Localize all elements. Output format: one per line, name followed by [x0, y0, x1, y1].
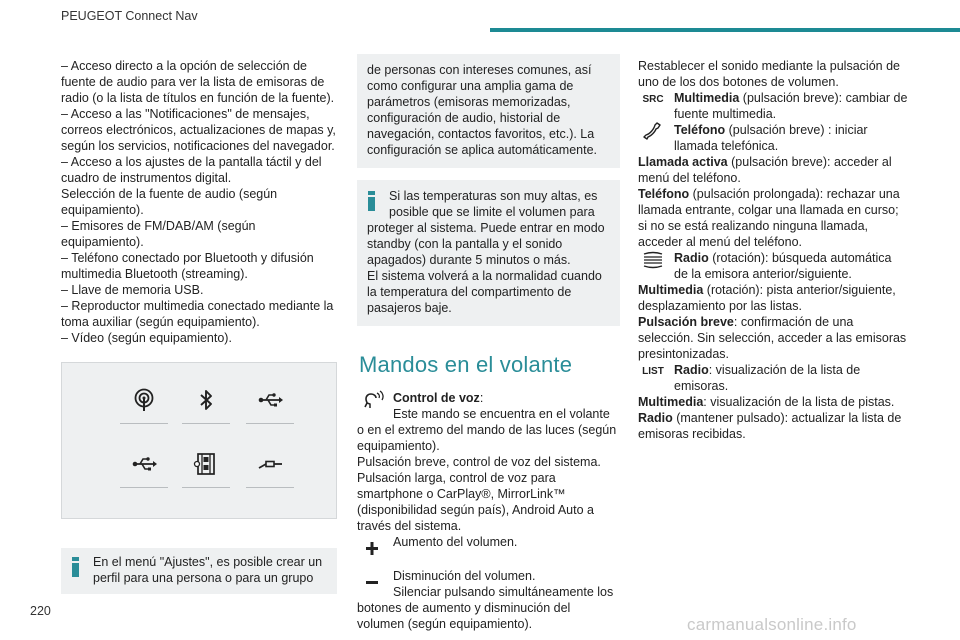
- src-label: Multimedia: [674, 91, 740, 105]
- profile-info-box-continued: [357, 54, 620, 168]
- profile-info-box: [61, 548, 337, 594]
- list-multimedia-text: : visualización de la lista de pistas.: [703, 395, 895, 409]
- src-button-icon: SRC: [642, 94, 664, 105]
- phone-long-label: Teléfono: [638, 187, 690, 201]
- list-button-icon: LIST: [642, 366, 664, 377]
- icon-divider: [120, 487, 168, 488]
- column-2: [357, 54, 620, 632]
- volume-up-row: [357, 534, 620, 552]
- radio-rotation-text: (rotación): búsqueda automática de la emisora anterior/siguiente.: [674, 251, 892, 281]
- phone-label: Teléfono: [674, 123, 726, 137]
- column-3: [638, 58, 908, 442]
- list-multimedia-label: Multimedia: [638, 395, 704, 409]
- audio-source-icon-panel: [61, 362, 337, 519]
- volume-down-text-2: Silenciar pulsando simultáneamente los: [393, 585, 614, 599]
- radio-rotation-row: [638, 250, 908, 282]
- icon-divider: [182, 487, 230, 488]
- list-row: [638, 362, 908, 394]
- src-row: [638, 90, 908, 122]
- multimedia-rotation-label: Multimedia: [638, 283, 704, 297]
- icon-divider: [120, 423, 168, 424]
- icon-divider: [246, 487, 294, 488]
- phone-row: [638, 122, 908, 154]
- volume-down-row: [357, 568, 620, 600]
- short-press-label: Pulsación breve: [638, 315, 734, 329]
- icon-divider: [182, 423, 230, 424]
- list-hold-label: Radio: [638, 411, 673, 425]
- page-number: 220: [30, 604, 51, 618]
- voice-control-row: Control de voz: Este mando se encuentra en el volante: [357, 390, 620, 422]
- volume-down-rest: botones de aumento y disminución del volumen (según equipamiento).: [357, 601, 571, 631]
- reset-sound-text: Restablecer el sonido mediante la pulsación de uno de los dos botones de volumen.: [638, 59, 900, 89]
- running-header-title: PEUGEOT Connect Nav: [61, 9, 198, 23]
- video-film-icon: [193, 451, 219, 477]
- audio-source-text: – Acceso directo a la opción de selección de fuente de audio para ver la lista de emisoras de radio (o la lista de títulos en función de la fuente). – Acceso a las "Notificaciones" de mensajes, correos electrónicos, actualizaciones de mapas y, según los servicios, notificaciones del navegador. – Acceso a los ajustes de la pantalla táctil y del cuadro de instrumentos digital. Selección de la fuente de audio (según equipamiento). – Emisores de FM/DAB/AM (según equipamiento). – Teléfono conectado por Bluetooth y difusión multimedia Bluetooth (streaming). – Llave de memoria USB. – Reproductor multimedia conectado mediante la toma auxiliar (según equipamiento). – Vídeo (según equipamiento).: [61, 59, 336, 345]
- phone-icon: [638, 122, 668, 142]
- watermark: carmanualsonline.info: [687, 615, 857, 634]
- minus-icon: [357, 572, 387, 592]
- plus-icon: [357, 538, 387, 558]
- list-radio-label: Radio: [674, 363, 709, 377]
- temperature-info-rest: proteger al sistema. Puede entrar en modo standby (con la pantalla y el sonido apagados) durante 5 minutos o más. El sistema volverá a la normalidad cuando la temperatura del compartimento de pasajeros baje.: [367, 221, 605, 315]
- bluetooth-icon: [193, 387, 219, 413]
- voice-control-line1: Este mando se encuentra en el volante: [393, 407, 610, 421]
- radio-rotation-label: Radio: [674, 251, 709, 265]
- aux-jack-icon: [257, 451, 283, 477]
- radio-antenna-icon: [131, 387, 157, 413]
- usb-icon: [257, 387, 283, 413]
- column-1: [61, 58, 339, 519]
- section-title: Mandos en el volante: [359, 352, 573, 377]
- info-icon: [71, 557, 80, 577]
- header-accent-bar: [490, 28, 960, 32]
- info-icon: [367, 191, 376, 211]
- icon-divider: [246, 423, 294, 424]
- active-call-text: (pulsación breve): acceder al menú del teléfono.: [638, 155, 892, 185]
- temperature-info-first: Si las temperaturas son muy altas, es posible que se limite el volumen para: [389, 189, 598, 219]
- profile-info-text: En el menú "Ajustes", es posible crear un perfil para una persona o para un grupo: [93, 555, 323, 585]
- list-hold-text: (mantener pulsado): actualizar la lista de emisoras recibidas.: [638, 411, 902, 441]
- volume-up-text: Aumento del volumen.: [393, 535, 518, 549]
- voice-control-rest: o en el extremo del mando de las luces (según equipamiento). Pulsación breve, control de voz del sistema. Pulsación larga, control de voz para smartphone o CarPlay®, MirrorLink™ (disponibilidad según país), Android Auto a través del sistema.: [357, 423, 617, 533]
- active-call-label: Llamada activa: [638, 155, 728, 169]
- phone-long-text: (pulsación prolongada): rechazar una llamada entrante, colgar una llamada en curso; si no se está realizando ninguna llamada, acceder al menú del teléfono.: [638, 187, 900, 249]
- short-press-text: : confirmación de una selección. Sin selección, acceder a las emisoras presintonizadas.: [638, 315, 907, 361]
- profile-info-continued-text: de personas con intereses comunes, así como configurar una amplia gama de parámetros (emisoras memorizadas, configuración de audio, historial de navegación, contactos favoritos, etc.). La configuración se aplica automáticamente.: [367, 63, 597, 157]
- usb-icon: [131, 451, 157, 477]
- src-text: (pulsación breve): cambiar de fuente multimedia.: [674, 91, 908, 121]
- voice-control-icon: [357, 390, 387, 410]
- phone-text: (pulsación breve) : iniciar llamada telefónica.: [674, 123, 868, 153]
- thumbwheel-icon: [638, 250, 668, 270]
- temperature-info-box: [357, 180, 620, 326]
- voice-control-label: Control de voz: [393, 391, 480, 405]
- volume-down-text-1: Disminución del volumen.: [393, 569, 536, 583]
- list-radio-text: : visualización de la lista de emisoras.: [674, 363, 861, 393]
- multimedia-rotation-text: (rotación): pista anterior/siguiente, desplazamiento por las listas.: [638, 283, 896, 313]
